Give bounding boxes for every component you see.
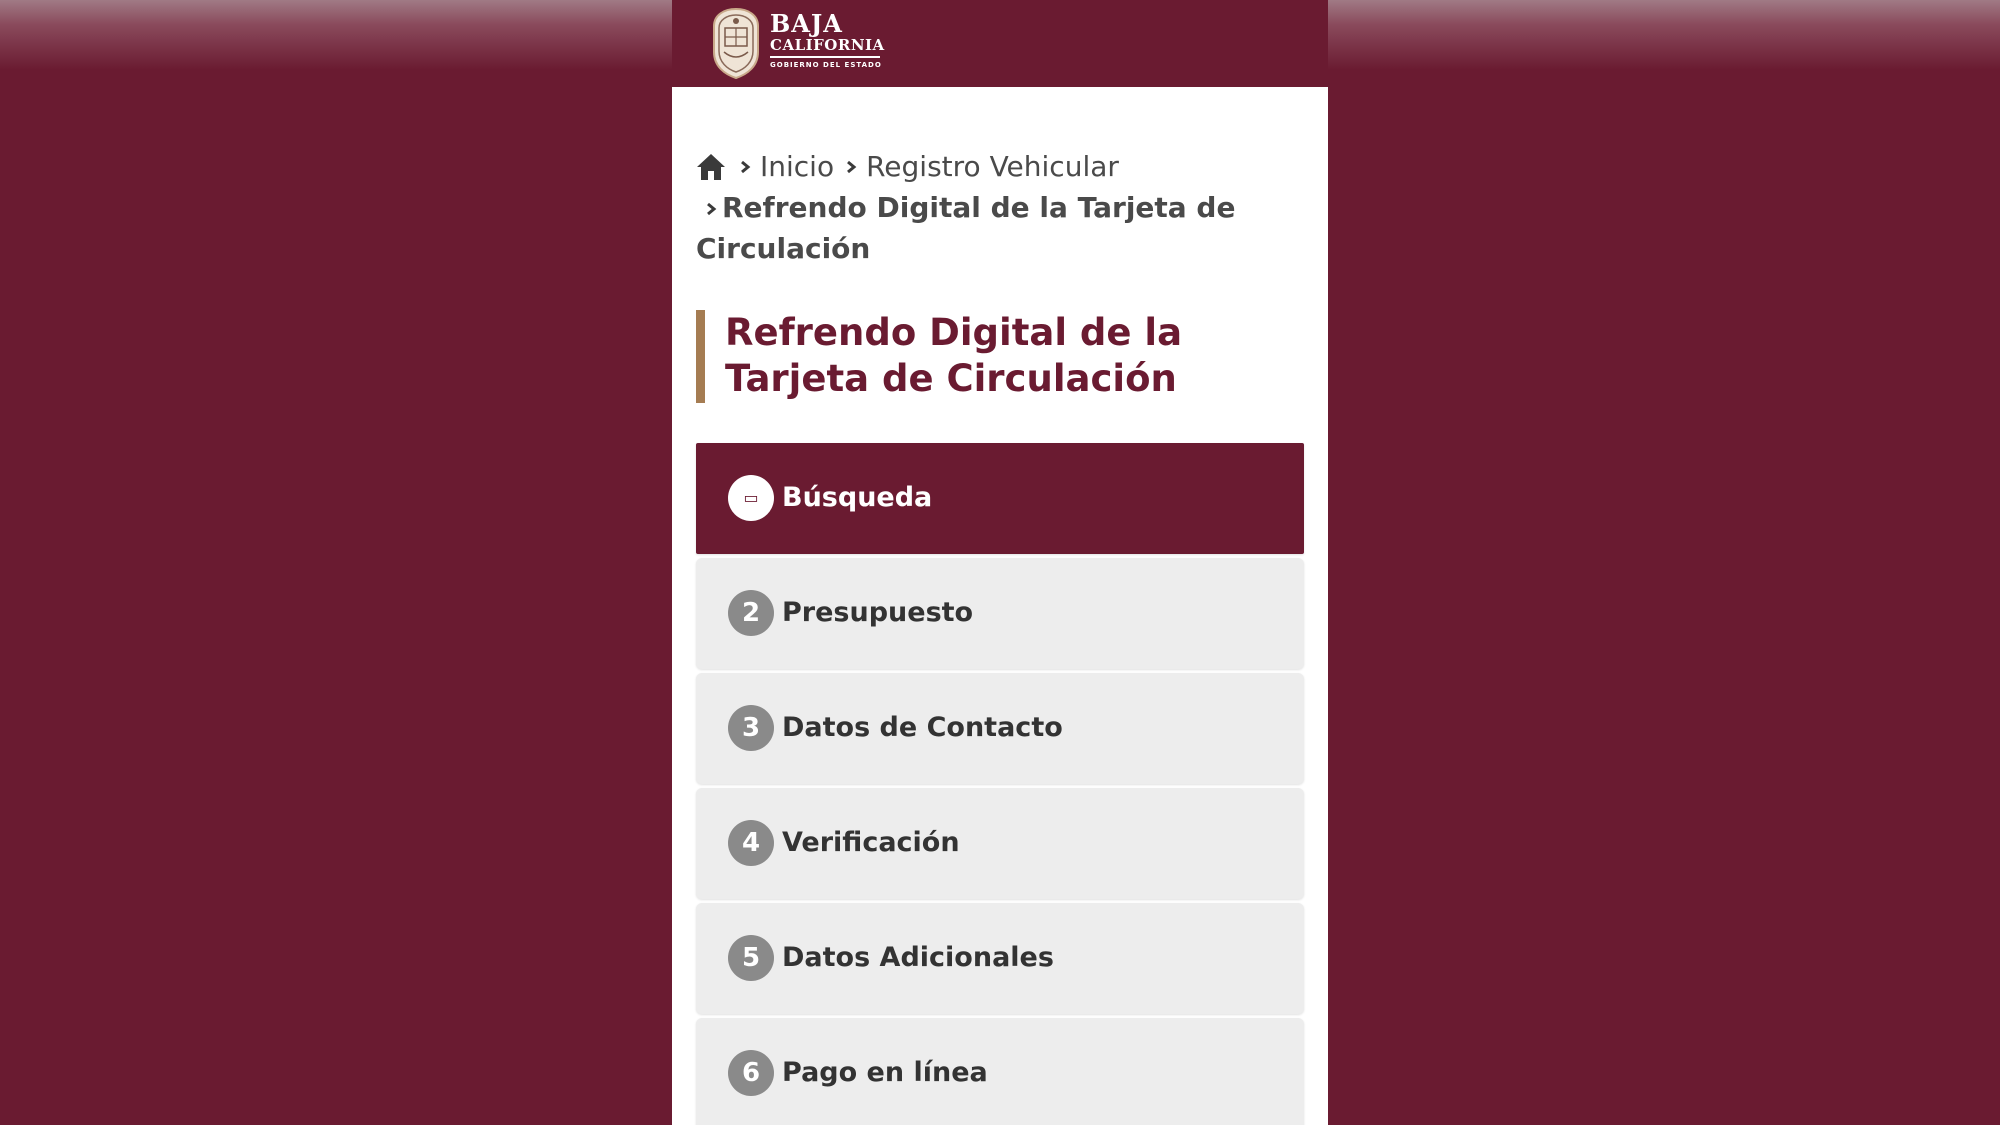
breadcrumb-current: Refrendo Digital de la Tarjeta de Circulación (696, 191, 1236, 265)
step-presupuesto[interactable] (696, 558, 1304, 669)
page-title-block (696, 310, 1305, 403)
step-label: Búsqueda (782, 482, 933, 513)
step-label: Pago en línea (782, 1057, 988, 1088)
step-label: Verificación (782, 827, 960, 858)
step-label: Presupuesto (782, 597, 974, 628)
brand-line3: GOBIERNO DEL ESTADO (770, 61, 882, 69)
step-number: 2 (728, 590, 774, 636)
step-datos-adicionales[interactable] (696, 903, 1304, 1014)
chevron-right-icon (704, 200, 718, 218)
step-datos-de-contacto[interactable] (696, 673, 1304, 784)
page-title: Refrendo Digital de la Tarjeta de Circulación (725, 311, 1183, 400)
breadcrumb-link-registro-vehicular[interactable]: Registro Vehicular (866, 150, 1119, 183)
step-number: 5 (728, 935, 774, 981)
state-seal-icon[interactable] (710, 6, 762, 80)
breadcrumb-link-inicio[interactable]: Inicio (760, 150, 835, 183)
step-number: 3 (728, 705, 774, 751)
step-label: Datos Adicionales (782, 942, 1054, 973)
step-list (696, 443, 1304, 1125)
brand-line1: BAJA (770, 9, 843, 38)
search-icon: ▭ (728, 475, 774, 521)
step-number: 6 (728, 1050, 774, 1096)
brand-line2: CALIFORNIA (770, 36, 885, 54)
step-label: Datos de Contacto (782, 712, 1063, 743)
step-number: 4 (728, 820, 774, 866)
chevron-right-icon (844, 158, 858, 176)
breadcrumb (696, 146, 1296, 269)
chevron-right-icon (738, 158, 752, 176)
home-icon[interactable] (696, 152, 726, 182)
breadcrumb-row (696, 146, 1296, 187)
step-pago-en-linea[interactable] (696, 1018, 1304, 1125)
brand-rule (770, 56, 880, 58)
mobile-viewport (672, 0, 1328, 1125)
step-verificacion[interactable] (696, 788, 1304, 899)
site-header (672, 0, 1328, 87)
breadcrumb-current-wrap (696, 187, 1296, 269)
step-busqueda[interactable] (696, 443, 1304, 554)
brand-wordmark[interactable] (770, 9, 885, 70)
